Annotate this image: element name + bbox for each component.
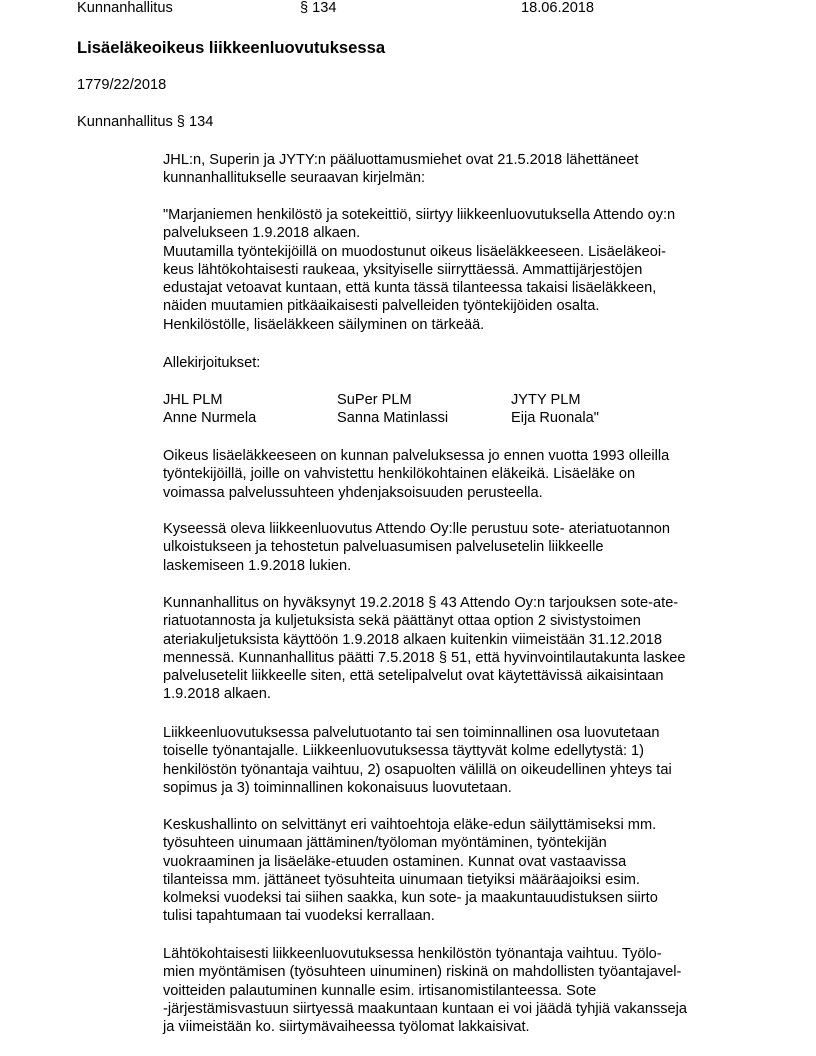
text-line: vuokraaminen ja lisäeläke-etuuden ostaminen. Kunnat ovat vastaavissa bbox=[163, 853, 627, 870]
meeting-ref: Kunnanhallitus § 134 bbox=[77, 114, 214, 130]
signature-name: Sanna Matinlassi bbox=[337, 410, 449, 427]
text-line: Allekirjoitukset: bbox=[163, 355, 261, 371]
document-title: Lisäeläkeoikeus liikkeenluovutuksessa bbox=[77, 38, 386, 57]
paragraph-employer-change bbox=[163, 945, 763, 1036]
text-line: sopimus ja 3) toiminnallinen kokonaisuus luovutetaan. bbox=[163, 779, 512, 796]
signature-jyty bbox=[511, 391, 599, 428]
text-line: edustajat vetoavat kuntaan, että kunta tässä tilanteessa takaisi lisäeläkkeen, bbox=[163, 280, 657, 297]
header-date: 18.06.2018 bbox=[521, 0, 595, 16]
signature-super bbox=[337, 391, 448, 428]
text-line: työntekijöillä, joille on vahvistettu henkilökohtainen eläkeikä. Lisäeläke on bbox=[163, 466, 636, 483]
paragraph-letter-intro bbox=[163, 151, 763, 188]
text-line: tilanteissa mm. jättäneet työsuhteita uinumaan tietyiksi määräajoiksi esim. bbox=[163, 871, 640, 888]
paragraph-letter-quote bbox=[163, 206, 763, 334]
text-line: toiselle työnantajalle. Liikkeenluovutuksessa täyttyvät kolme edellytystä: 1) bbox=[163, 743, 645, 760]
text-line: ateriakuljetuksista käyttöön 1.9.2018 alkaen kuitenkin viimeistään 31.12.2018 bbox=[163, 631, 662, 648]
text-line: palvelukseen 1.9.2018 alkaen. bbox=[163, 225, 361, 242]
text-line: riatuotannosta ja kuljetuksista sekä päättänyt ottaa option 2 sivistystoimen bbox=[163, 613, 641, 630]
text-line: "Marjaniemen henkilöstö ja sotekeittiö, siirtyy liikkeenluovutuksella Attendo oy:n bbox=[163, 207, 676, 223]
text-line: työsuhteen uinumaan jättäminen/työloman myöntäminen, työntekijän bbox=[163, 835, 607, 852]
text-line: voimassa palvelussuhteen yhdenjaksoisuuden perusteella. bbox=[163, 484, 543, 501]
text-line: voitteiden palautuminen kunnalle esim. irtisanomistilanteessa. Sote bbox=[163, 982, 597, 999]
signature-jhl bbox=[163, 391, 256, 428]
signature-union: JHL PLM bbox=[163, 392, 223, 408]
text-line: Kunnanhallitus on hyväksynyt 19.2.2018 § 43 Attendo Oy:n tarjouksen sote-ate- bbox=[163, 595, 679, 611]
header-org: Kunnanhallitus bbox=[77, 0, 173, 16]
text-line: henkilöstön työnantaja vaihtuu, 2) osapuolten välillä on oikeudellinen yhteys tai bbox=[163, 761, 672, 778]
text-line: laskemiseen 1.9.2018 lukien. bbox=[163, 557, 352, 574]
text-line: Liikkeenluovutuksessa palvelutuotanto tai sen toiminnallinen osa luovutetaan bbox=[163, 725, 660, 741]
signature-name: Anne Nurmela bbox=[163, 410, 257, 427]
signatures-heading bbox=[163, 354, 763, 372]
paragraph-pension-right bbox=[163, 447, 763, 502]
text-line: -järjestämisvastuun siirtyessä maakuntaan kuntaan ei voi jäädä tyhjiä vakansseja bbox=[163, 1000, 688, 1017]
paragraph-transfer-basis bbox=[163, 520, 763, 575]
signature-union: JYTY PLM bbox=[511, 392, 581, 408]
text-line: ja viimeistään ko. siirtymävaiheessa työlomat lakkaisivat. bbox=[163, 1019, 530, 1036]
paragraph-transfer-definition bbox=[163, 724, 763, 797]
paragraph-central-admin bbox=[163, 816, 763, 926]
text-line: ulkoistukseen ja tehostetun palveluasumisen palvelusetelin liikkeelle bbox=[163, 539, 604, 556]
case-number: 1779/22/2018 bbox=[77, 77, 167, 93]
text-line: keus lähtökohtaisesti raukeaa, yksityiselle siirryttäessä. Ammattijärjestöjen bbox=[163, 261, 643, 278]
signature-union: SuPer PLM bbox=[337, 392, 412, 408]
signature-name: Eija Ruonala" bbox=[511, 410, 599, 427]
text-line: Kyseessä oleva liikkeenluovutus Attendo Oy:lle perustuu sote- ateriatuotannon bbox=[163, 521, 671, 537]
text-line: palvelusetelit liikkeelle siten, että setelipalvelut ovat käytettävissä aikaisintaan bbox=[163, 668, 664, 685]
text-line: Lähtökohtaisesti liikkeenluovutuksessa henkilöstön työnantaja vaihtuu. Työlo- bbox=[163, 946, 662, 962]
text-line: tulisi tapahtumaan tai vuodeksi kerrallaan. bbox=[163, 908, 435, 925]
text-line: mennessä. Kunnanhallitus päätti 7.5.2018 § 51, että hyvinvointilautakunta laskee bbox=[163, 649, 686, 666]
text-line: JHL:n, Superin ja JYTY:n pääluottamusmiehet ovat 21.5.2018 lähettäneet bbox=[163, 152, 639, 168]
text-line: Henkilöstölle, lisäeläkkeen säilyminen on tärkeää. bbox=[163, 316, 485, 333]
text-line: Muutamilla työntekijöillä on muodostunut oikeus lisäeläkkeeseen. Lisäeläkeoi- bbox=[163, 243, 666, 260]
text-line: Keskushallinto on selvittänyt eri vaihtoehtoja eläke-edun säilyttämiseksi mm. bbox=[163, 817, 657, 833]
paragraph-board-decisions bbox=[163, 594, 763, 704]
header-section: § 134 bbox=[300, 0, 337, 16]
text-line: mien myöntämisen (työsuhteen uinuminen) riskinä on mahdollisten työantajavel- bbox=[163, 964, 682, 981]
text-line: 1.9.2018 alkaen. bbox=[163, 686, 271, 703]
text-line: näiden muutamien pitkäaikaisesti palvelleiden työntekijöiden osalta. bbox=[163, 298, 600, 315]
text-line: kolmeksi vuodeksi tai siihen saakka, kun sote- ja maakuntauudistuksen siirto bbox=[163, 890, 658, 907]
text-line: kunnanhallitukselle seuraavan kirjelmän: bbox=[163, 170, 426, 187]
text-line: Oikeus lisäeläkkeeseen on kunnan palveluksessa jo ennen vuotta 1993 olleilla bbox=[163, 448, 670, 464]
